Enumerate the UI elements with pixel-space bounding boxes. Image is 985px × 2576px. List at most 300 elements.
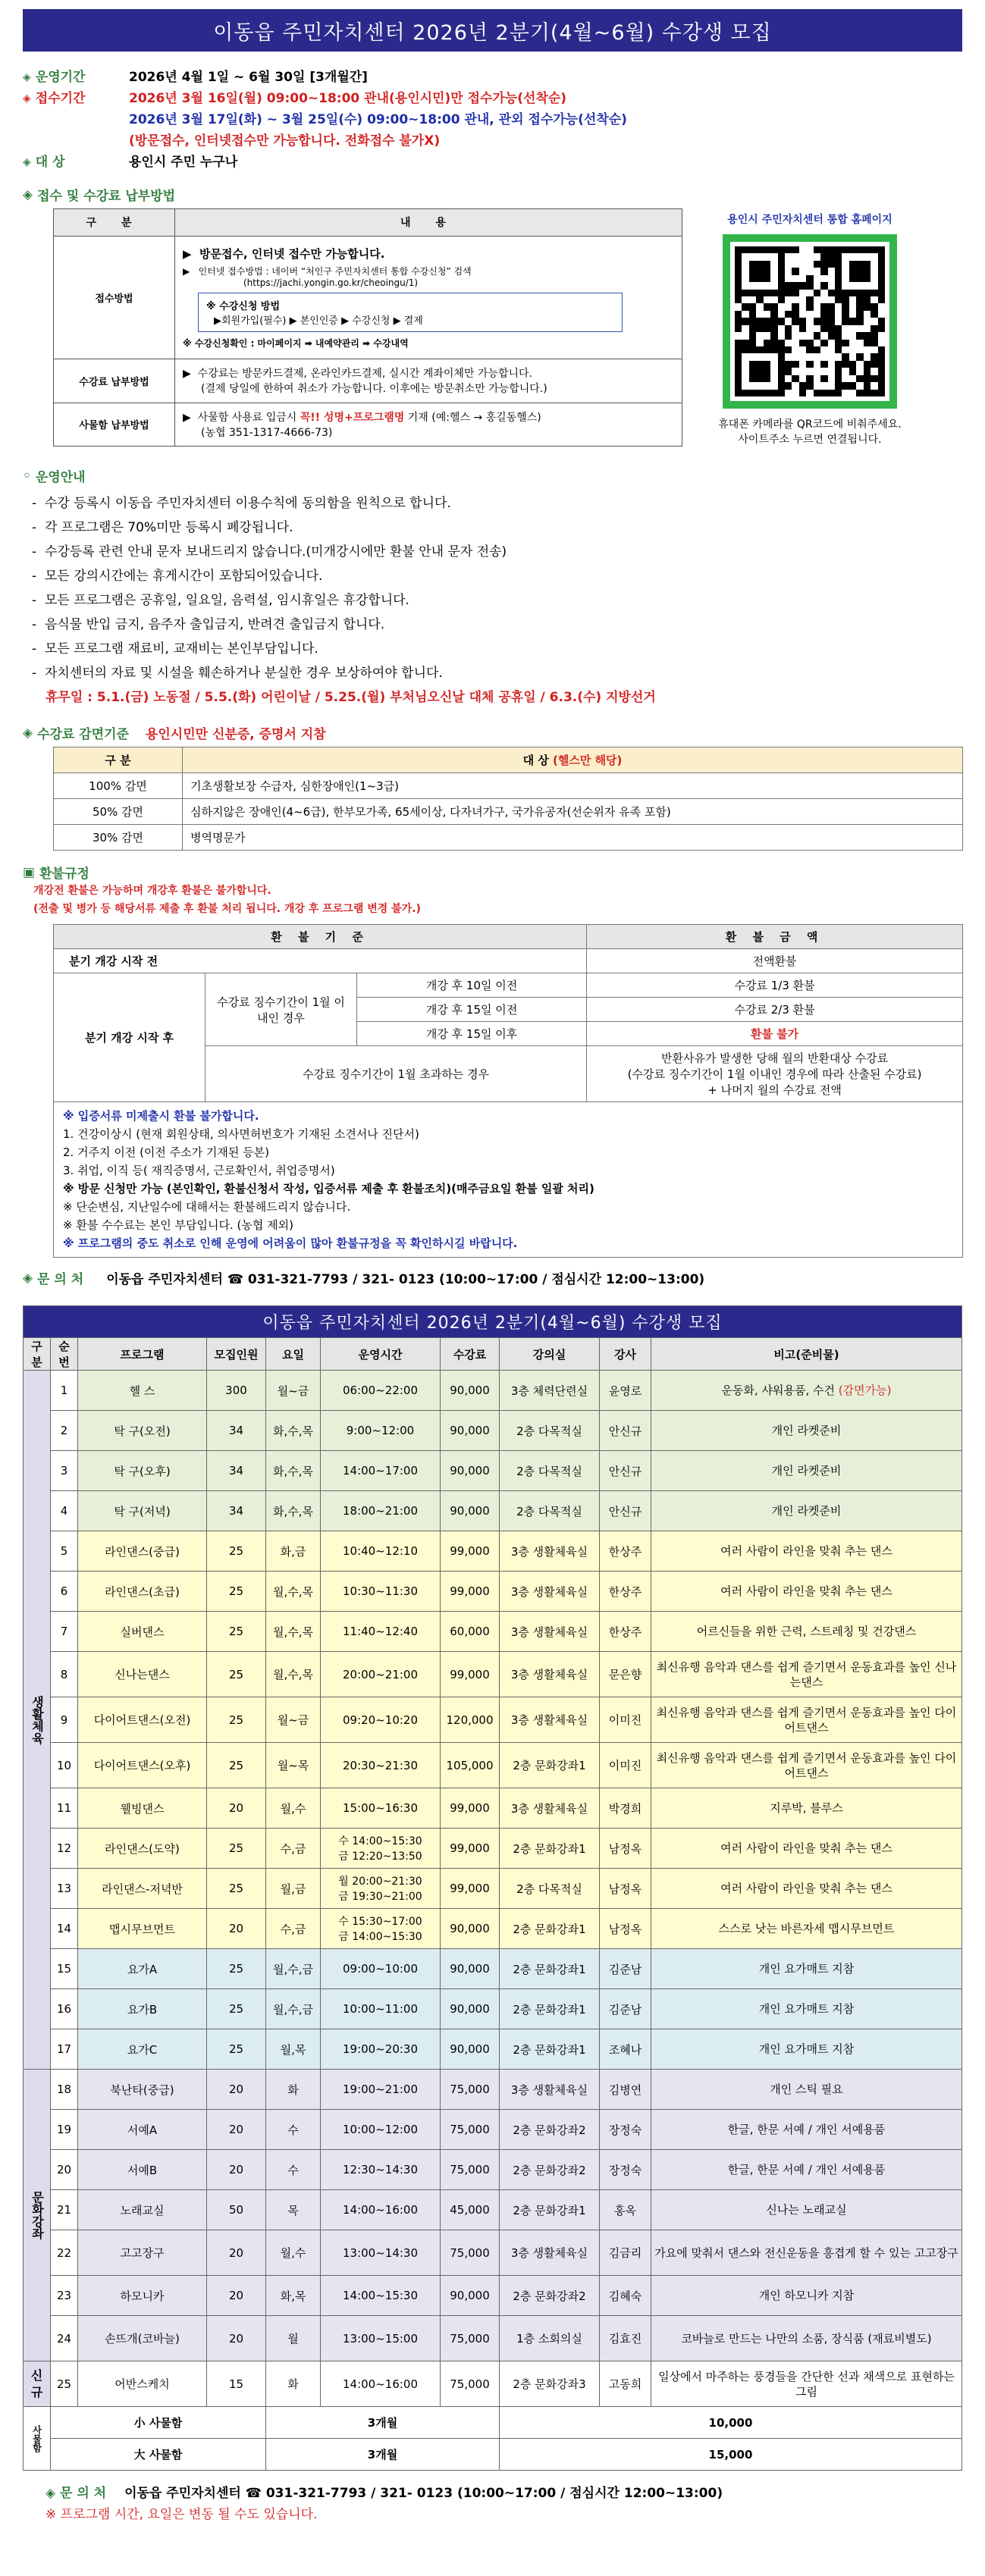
cell-t: 19:00~20:30 <box>321 2029 441 2070</box>
cell-c: 15 <box>207 2361 266 2407</box>
cell-t: 13:00~14:30 <box>321 2230 441 2276</box>
cell-d: 수 <box>266 2110 321 2150</box>
cell-t: 9:00~12:00 <box>321 1411 441 1451</box>
cell-p: 라인댄스(중급) <box>78 1531 207 1572</box>
cell-r: 2층 문화강좌2 <box>500 2110 600 2150</box>
cell-c: 25 <box>207 1612 266 1652</box>
cell-i: 한상주 <box>600 1612 651 1652</box>
table-row <box>24 2316 962 2361</box>
column-header: 강의실 <box>500 1338 600 1371</box>
cell-t: 20:00~21:00 <box>321 1652 441 1697</box>
cell-r: 2층 다목적실 <box>500 1451 600 1491</box>
table-row <box>24 1612 962 1652</box>
cell-d: 화 <box>266 2070 321 2110</box>
cell-c: 25 <box>207 1697 266 1743</box>
cell-d: 월,수,금 <box>266 1949 321 1989</box>
cell-n: 11 <box>51 1788 78 1829</box>
cell-p: 요가B <box>78 1989 207 2029</box>
footer: ◈ 문 의 처 이동읍 주민자치센터 ☎ 031-321-7793 / 321- 0123 (10:00~17:00 / 점심시간 12:00~13:00) ※ 프로그램 시간, 요일은 변동 될 수도 있습니다. <box>45 2486 723 2522</box>
reg-line1: 2026년 3월 16일(월) 09:00~18:00 관내(용인시민)만 접수가능(선착순) <box>129 91 567 106</box>
cell-t: 14:00~16:00 <box>321 2190 441 2230</box>
cell-r: 2층 문화강좌2 <box>500 2276 600 2316</box>
cell-c: 25 <box>207 1572 266 1612</box>
cell-m: 한글, 한문 서예 / 개인 서예용품 <box>651 2110 962 2150</box>
cell-n: 12 <box>51 1829 78 1869</box>
group-label: 문화강좌 <box>24 2070 51 2361</box>
table-row <box>24 1572 962 1612</box>
table-row <box>24 1491 962 1531</box>
cell-c: 25 <box>207 2029 266 2070</box>
cell-d: 월~금 <box>266 1697 321 1743</box>
cell-p: 신나는댄스 <box>78 1652 207 1697</box>
cell-r: 1층 소회의실 <box>500 2316 600 2361</box>
table-row <box>24 2070 962 2110</box>
cell-i: 홍옥 <box>600 2190 651 2230</box>
group-label: 사물함 <box>24 2407 51 2471</box>
cell-t: 수 15:30~17:00 금 14:00~15:30 <box>321 1909 441 1949</box>
cell-c: 20 <box>207 2110 266 2150</box>
cell-i: 고동희 <box>600 2361 651 2407</box>
cell-c: 20 <box>207 2230 266 2276</box>
cell-f: 75,000 <box>441 2070 500 2110</box>
cell-p: 서예B <box>78 2150 207 2190</box>
table-row <box>24 1909 962 1949</box>
cell-d: 화 <box>266 2361 321 2407</box>
cell-m: 개인 라켓준비 <box>651 1491 962 1531</box>
column-header: 비고(준비물) <box>651 1338 962 1371</box>
cell-i: 안신규 <box>600 1411 651 1451</box>
locker-size: 大 사물함 <box>51 2439 266 2471</box>
cell-r: 2층 문화강좌1 <box>500 1989 600 2029</box>
cell-n: 9 <box>51 1697 78 1743</box>
cell-m: 어르신들을 위한 근력, 스트레칭 및 건강댄스 <box>651 1612 962 1652</box>
cell-n: 19 <box>51 2110 78 2150</box>
diamond-icon: ◈ <box>23 186 33 202</box>
cell-f: 75,000 <box>441 2150 500 2190</box>
cell-p: 맵시무브먼트 <box>78 1909 207 1949</box>
cell-m: 최신유행 음악과 댄스를 쉽게 즐기면서 운동효과를 높인 신나는댄스 <box>651 1652 962 1697</box>
locker-row <box>24 2439 962 2471</box>
cell-m: 스스로 낫는 바른자세 맵시무브먼트 <box>651 1909 962 1949</box>
cell-m: 운동화, 샤워용품, 수건 (감면가능) <box>651 1371 962 1411</box>
contact-line: ◈ 문 의 처 이동읍 주민자치센터 ☎ 031-321-7793 / 321- 0123 (10:00~17:00 / 점심시간 12:00~13:00) <box>23 1270 705 1287</box>
cell-r: 2층 문화강좌1 <box>500 1743 600 1788</box>
cell-d: 화,수,목 <box>266 1451 321 1491</box>
reg-line3: (방문접수, 인터넷접수만 가능합니다. 전화접수 불가X) <box>129 133 441 149</box>
cell-d: 월,수,목 <box>266 1572 321 1612</box>
section-refund: ▣ 환불규정 <box>23 864 89 882</box>
cell-m: 여러 사람이 라인을 맞춰 추는 댄스 <box>651 1531 962 1572</box>
cell-r: 3층 생활체육실 <box>500 2070 600 2110</box>
cell-r: 2층 문화강좌3 <box>500 2361 600 2407</box>
cell-r: 3층 생활체육실 <box>500 1652 600 1697</box>
cell-i: 이미진 <box>600 1697 651 1743</box>
cell-i: 장정숙 <box>600 2110 651 2150</box>
table-row <box>24 2150 962 2190</box>
column-header: 운영시간 <box>321 1338 441 1371</box>
cell-m: 가요에 맞춰서 댄스와 전신운동을 흥겹게 할 수 있는 고고장구 <box>651 2230 962 2276</box>
section-method: ◈ 접수 및 수강료 납부방법 <box>23 186 176 204</box>
list-item: - 수강 등록시 이동읍 주민자치센터 이용수칙에 동의함을 원칙으로 합니다. <box>32 496 451 511</box>
cell-n: 18 <box>51 2070 78 2110</box>
cell-f: 90,000 <box>441 1491 500 1531</box>
cell-n: 4 <box>51 1491 78 1531</box>
cell-r: 3층 생활체육실 <box>500 1531 600 1572</box>
method-table: 구 분 내 용 접수방법 ▶ 방문접수, 인터넷 접수만 가능합니다. ▶ 인터넷 접수방법 : 네이버 “처인구 주민자치센터 통합 수강신청” 검색 (https://jachi.yongin.go.kr/cheoingu/1) ※ 수강신청 방법 ▶회원가입(필수) ▶ 본인인증 ▶ 수강신청 ▶ 결제 ※ 수강신청확인 : 마이페이지 ➡ 내예약관리 ➡ 수강내역 수강료 납부방법 ▶ 수강료는 방문카드결제, 온라인카드결제, 실시간 계좌이체만 가능합니다. (결제 당일에 한하여 취소가 가능합니다. 이후에는 방문취소만 가능합니다.) 사물함 납부방법 ▶ 사물함 사용료 입금시 꼭!! 성명+프로그램명 기재 (예:헬스 → 홍길동헬스) (농협 351-1317-4666-73) <box>53 208 682 447</box>
cell-d: 월,수 <box>266 1788 321 1829</box>
cell-m: 개인 스틱 필요 <box>651 2070 962 2110</box>
column-header: 수강료 <box>441 1338 500 1371</box>
cell-m: 지루박, 블루스 <box>651 1788 962 1829</box>
cell-i: 박경희 <box>600 1788 651 1829</box>
cell-f: 90,000 <box>441 1909 500 1949</box>
cell-c: 34 <box>207 1411 266 1451</box>
cell-t: 18:00~21:00 <box>321 1491 441 1531</box>
cell-t: 12:30~14:30 <box>321 2150 441 2190</box>
cell-c: 20 <box>207 1788 266 1829</box>
column-header: 순번 <box>51 1338 78 1371</box>
cell-i: 장정숙 <box>600 2150 651 2190</box>
cell-m: 여러 사람이 라인을 맞춰 추는 댄스 <box>651 1572 962 1612</box>
cell-t: 10:00~12:00 <box>321 2110 441 2150</box>
cell-p: 실버댄스 <box>78 1612 207 1652</box>
cell-n: 23 <box>51 2276 78 2316</box>
cell-n: 2 <box>51 1411 78 1451</box>
table-row <box>24 1451 962 1491</box>
cell-f: 105,000 <box>441 1743 500 1788</box>
holiday-line: 휴무일 : 5.1.(금) 노동절 / 5.5.(화) 어린이날 / 5.25.(월) 부처님오신날 대체 공휴일 / 6.3.(수) 지방선거 <box>45 690 656 705</box>
table-row <box>24 2230 962 2276</box>
cell-p: 노래교실 <box>78 2190 207 2230</box>
cell-p: 손뜨개(코바늘) <box>78 2316 207 2361</box>
cell-d: 월,금 <box>266 1869 321 1909</box>
cell-r: 3층 생활체육실 <box>500 1788 600 1829</box>
cell-n: 25 <box>51 2361 78 2407</box>
cell-d: 화,수,목 <box>266 1491 321 1531</box>
table-row <box>24 1788 962 1829</box>
cell-m: 개인 요가매트 지참 <box>651 1989 962 2029</box>
list-item: - 음식물 반입 금지, 음주자 출입금지, 반려견 출입금지 합니다. <box>32 617 385 632</box>
diamond-icon: ◈ <box>23 1270 33 1286</box>
apply-steps-box: ※ 수강신청 방법 ▶회원가입(필수) ▶ 본인인증 ▶ 수강신청 ▶ 결제 <box>198 293 623 332</box>
list-item: - 모든 강의시간에는 휴게시간이 포함되어있습니다. <box>32 569 323 584</box>
column-header: 요일 <box>266 1338 321 1371</box>
cell-t: 14:00~15:30 <box>321 2276 441 2316</box>
cell-r: 3층 생활체육실 <box>500 1612 600 1652</box>
cell-f: 90,000 <box>441 1411 500 1451</box>
cell-c: 25 <box>207 1989 266 2029</box>
cell-f: 99,000 <box>441 1829 500 1869</box>
cell-d: 수,금 <box>266 1909 321 1949</box>
cell-f: 99,000 <box>441 1652 500 1697</box>
diamond-icon: ◈ <box>23 725 33 741</box>
cell-i: 김혜숙 <box>600 2276 651 2316</box>
cell-c: 20 <box>207 2276 266 2316</box>
locker-size: 小 사물함 <box>51 2407 266 2439</box>
cell-i: 한상주 <box>600 1572 651 1612</box>
cell-c: 34 <box>207 1491 266 1531</box>
cell-p: 웰빙댄스 <box>78 1788 207 1829</box>
cell-c: 25 <box>207 1531 266 1572</box>
table-row <box>24 2190 962 2230</box>
cell-r: 2층 문화강좌1 <box>500 2029 600 2070</box>
list-item: - 각 프로그램은 70%미만 등록시 폐강됩니다. <box>32 520 293 535</box>
period-label: 운영기간 <box>35 70 86 85</box>
cell-m: 개인 요가매트 지참 <box>651 2029 962 2070</box>
cell-d: 월,수,목 <box>266 1612 321 1652</box>
cell-r: 2층 문화강좌1 <box>500 1949 600 1989</box>
cell-t: 11:40~12:40 <box>321 1612 441 1652</box>
cell-r: 2층 문화강좌1 <box>500 1909 600 1949</box>
cell-n: 13 <box>51 1869 78 1909</box>
table-row <box>24 2110 962 2150</box>
cell-c: 20 <box>207 1909 266 1949</box>
reg-label: 접수기간 <box>35 91 86 106</box>
cell-r: 2층 다목적실 <box>500 1869 600 1909</box>
cell-m: 최신유행 음악과 댄스를 쉽게 즐기면서 운동효과를 높인 다이어트댄스 <box>651 1743 962 1788</box>
diamond-icon: ◈ <box>23 156 31 168</box>
cell-f: 45,000 <box>441 2190 500 2230</box>
table-row <box>24 1531 962 1572</box>
refund-notes: ※ 입증서류 미제출시 환불 불가합니다. 1. 건강이상시 (현재 회원상태, 의사면허번호가 기재된 소견서나 진단서) 2. 거주지 이전 (이전 주소가 기재된 등본) 3. 취업, 이직 등( 재직증명서, 근로확인서, 취업증명서) ※ 방문 신청만 가능 (본인확인, 환불신청서 작성, 입증서류 제출 후 환불조치)(매주금요일 환불 일괄 처리) ※ 단순변심, 지난일수에 대해서는 환불해드리지 않습니다. ※ 환불 수수료는 본인 부담입니다. (농협 제외) ※ 프로그램의 중도 취소로 인해 운영에 어려움이 많아 환불규정을 꼭 확인하시길 바랍니다. <box>53 1102 963 1258</box>
list-item: - 모든 프로그램 재료비, 교재비는 본인부담입니다. <box>32 641 318 657</box>
cell-r: 2층 문화강좌1 <box>500 1829 600 1869</box>
list-item: - 자치센터의 자료 및 시설을 훼손하거나 분실한 경우 보상하여야 합니다. <box>32 666 443 681</box>
cell-d: 화,목 <box>266 2276 321 2316</box>
discount-table: 구 분 대 상 (헬스만 해당) 100% 감면 기초생활보장 수급자, 심한장애인(1~3급) 50% 감면 심하지않은 장애인(4~6급), 한부모가족, 65세이상, 다자녀가구, 국가유공자(선순위자 유족 포함) 30% 감면 병역명문가 <box>53 747 963 851</box>
cell-n: 15 <box>51 1949 78 1989</box>
cell-c: 20 <box>207 2150 266 2190</box>
cell-n: 3 <box>51 1451 78 1491</box>
cell-i: 남정옥 <box>600 1909 651 1949</box>
cell-d: 월~목 <box>266 1743 321 1788</box>
cell-f: 120,000 <box>441 1697 500 1743</box>
cell-n: 1 <box>51 1371 78 1411</box>
cell-r: 2층 다목적실 <box>500 1491 600 1531</box>
table-row <box>24 2276 962 2316</box>
list-item: - 모든 프로그램은 공휴일, 일요일, 음력설, 임시휴일은 휴강합니다. <box>32 593 409 608</box>
cell-c: 25 <box>207 1949 266 1989</box>
cell-c: 300 <box>207 1371 266 1411</box>
cell-i: 이미진 <box>600 1743 651 1788</box>
table-row <box>24 1869 962 1909</box>
cell-d: 화,금 <box>266 1531 321 1572</box>
refund-table: 환 불 기 준 환 불 금 액 분기 개강 시작 전 전액환불 분기 개강 시작 후 수강료 징수기간이 1월 이내인 경우 개강 후 10일 이전 수강료 1/3 환불 개강 후 15일 이전 수강료 2/3 환불 개강 후 15일 이후 환불 불가 수강료 징수기간이 1월 초과하는 경우 반환사유가 발생한 당해 월의 반환대상 수강료 (수강료 징수기간이 1월 이내인 경우에 따라 산출된 수강료) + 나머지 월의 수강료 전액 <box>53 924 963 1102</box>
cell-i: 남정옥 <box>600 1869 651 1909</box>
table-row <box>24 1829 962 1869</box>
cell-m: 한글, 한문 서예 / 개인 서예용품 <box>651 2150 962 2190</box>
locker-fee: 15,000 <box>500 2439 962 2471</box>
cell-t: 월 20:00~21:30 금 19:30~21:00 <box>321 1869 441 1909</box>
cell-i: 안신규 <box>600 1451 651 1491</box>
cell-r: 3층 체력단련실 <box>500 1371 600 1411</box>
column-header: 프로그램 <box>78 1338 207 1371</box>
cell-f: 90,000 <box>441 1949 500 1989</box>
cell-f: 90,000 <box>441 1371 500 1411</box>
cell-f: 99,000 <box>441 1869 500 1909</box>
diamond-icon: ◈ <box>45 2486 60 2501</box>
cell-f: 75,000 <box>441 2316 500 2361</box>
reg-line2: 2026년 3월 17일(화) ~ 3월 25일(수) 09:00~18:00 관내, 관외 접수가능(선착순) <box>129 112 627 127</box>
cell-f: 90,000 <box>441 2276 500 2316</box>
cell-r: 3층 생활체육실 <box>500 2230 600 2276</box>
bullet-icon: ◦ <box>23 468 31 484</box>
cell-p: 라인댄스(초급) <box>78 1572 207 1612</box>
locker-period: 3개월 <box>266 2439 500 2471</box>
cell-n: 22 <box>51 2230 78 2276</box>
cell-t: 20:30~21:30 <box>321 1743 441 1788</box>
cell-d: 월 <box>266 2316 321 2361</box>
guide-list <box>23 491 962 710</box>
cell-f: 90,000 <box>441 1989 500 2029</box>
table-row: 100% 감면 기초생활보장 수급자, 심한장애인(1~3급) <box>54 773 963 799</box>
column-header: 모집인원 <box>207 1338 266 1371</box>
qr-line1: 휴대폰 카메라를 QR코드에 비춰주세요. <box>718 418 902 431</box>
cell-p: 라인댄스-저녁반 <box>78 1869 207 1909</box>
cell-m: 여러 사람이 라인을 맞춰 추는 댄스 <box>651 1869 962 1909</box>
cell-t: 15:00~16:30 <box>321 1788 441 1829</box>
cell-i: 김금리 <box>600 2230 651 2276</box>
cell-m: 코바늘로 만드는 나만의 소품, 장식품 (재료비별도) <box>651 2316 962 2361</box>
cell-n: 6 <box>51 1572 78 1612</box>
cell-p: 북난타(중급) <box>78 2070 207 2110</box>
table-row <box>24 2361 962 2407</box>
cell-i: 한상주 <box>600 1531 651 1572</box>
cell-f: 75,000 <box>441 2110 500 2150</box>
cell-m: 신나는 노래교실 <box>651 2190 962 2230</box>
group-label: 신규 <box>24 2361 51 2407</box>
cell-n: 16 <box>51 1989 78 2029</box>
qr-line2: 사이트주소 누르면 연결됩니다. <box>738 434 882 446</box>
qr-panel <box>696 208 924 447</box>
cell-f: 90,000 <box>441 1451 500 1491</box>
cell-d: 수,금 <box>266 1829 321 1869</box>
cell-i: 윤영로 <box>600 1371 651 1411</box>
cell-p: 탁 구(오후) <box>78 1451 207 1491</box>
cell-t: 09:20~10:20 <box>321 1697 441 1743</box>
target-label: 대 상 <box>35 155 65 170</box>
cell-f: 99,000 <box>441 1531 500 1572</box>
page: 이동읍 주민자치센터 2026년 2분기(4월~6월) 수강생 모집 ◈ 운영기간 2026년 4월 1일 ~ 6월 30일 [3개월간] ◈ 접수기간 2026년 3월 16일(월) 09:00~18:00 관내(용인시민)만 접수가능(선착순) 2026년 3월 17일(화) ~ 3월 25일(수) 09:00~18:00 관내, 관외 접수가능(선착순) (방문접수, 인터넷접수만 가능합니다. 전화접수 불가X) ◈ 대 상 용인시 주민 누구나 ◈ 접수 및 수강료 납부방법 구 분 내 용 접수방법 ▶ 방문접수, 인터넷 접수만 가능합니다. ▶ 인터넷 접수방법 : 네이버 “처인구 주민자치센터 통합 수강신청” 검색 (https://jachi.yongin.go.kr/cheoingu/1) ※ 수강신청 방법 ▶회원가입(필수) ▶ 본인인증 ▶ 수강신청 ▶ 결제 ※ 수강신청확인 : 마이페이지 ➡ 내예약관리 ➡ 수강내역 수강료 납부방법 ▶ 수강료는 방문카드결제, 온라인카드결제, 실시간 계좌이체만 가능합니다. (결제 당일에 한하여 취소가 가능합니다. 이후에는 방문취소만 가능합니다.) 사물함 납부방법 ▶ 사물함 사용료 입금시 꼭!! 성명+프로그램명 기재 (예:헬스 → 홍길동헬스) (농협 351-1317-4666-73) 용인시 주민자치센터 통합 홈페이지 휴대폰 카메라를 QR코드에 비춰주세요. 사이트주소 누르면 연결됩니다. ◦ 운영안내 - 수강 등록시 이동읍 주민자치센터 이용수칙에 동의함을 원칙으로 합니다. - 각 프로그램은 70%미만 등록시 폐강됩니다. - 수강등록 관련 안내 문자 보내드리지 않습니다.(미개강시에만 환불 안내 문자 전송) - 모든 강의시간에는 휴게시간이 포함되어있습니다. - 모든 프로그램은 공휴일, 일요일, 음력설, 임시휴일은 휴강합니다. - 음식물 반입 금지, 음주자 출입금지, 반려견 출입금지 합니다. - 모든 프로그램 재료비, 교재비는 본인부담입니다. - 자치센터의 자료 및 시설을 훼손하거나 분실한 경우 보상하여야 합니다. 휴무일 : 5.1.(금) 노동절 / 5.5.(화) 어린이날 / 5.25.(월) 부처님오신날 대체 공휴일 / 6.3.(수) 지방선거 ◈ 수강료 감면기준 용인시민만 신분증, 증명서 지참 구 분 대 상 (헬스만 해당) 100% 감면 기초생활보장 수급자, 심한장애인(1~3급) 50% 감면 심하지않은 장애인(4~6급), 한부모가족, 65세이상, 다자녀가구, 국가유공자(선순위자 유족 포함) 30% 감면 병역명문가 ▣ 환불규정 개강전 환불은 가능하며 개강후 환불은 불가합니다. (전출 및 병가 등 해당서류 제출 후 환불 처리 됩니다. 개강 후 프로그램 변경 불가.) 환 불 기 준 환 불 금 액 분기 개강 시작 전 전액환불 분기 개강 시작 후 수강료 징수기간이 1월 이내인 경우 개강 후 10일 이전 수강료 1/3 환불 개강 후 15일 이전 수강료 2/3 환불 개강 후 15일 이후 환불 불가 수강료 징수기간이 1월 초과하는 경우 반환사유가 발생한 당해 월의 반환대상 수강료 (수강료 징수기간이 1월 이내인 경우에 따라 산출된 수강료) + 나머지 월의 수강료 전액 ※ 입증서류 미제출시 환불 불가합니다. 1. 건강이상시 (현재 회원상태, 의사면허번호가 기재된 소견서나 진단서) 2. 거주지 이전 (이전 주소가 기재된 등본) 3. 취업, 이직 등( 재직증명서, 근로확인서, 취업증명서) ※ 방문 신청만 가능 (본인확인, 환불신청서 작성, 입증서류 제출 후 환불조치)(매주금요일 환불 일괄 처리) ※ 단순변심, 지난일수에 대해서는 환불해드리지 않습니다. ※ 환불 수수료는 본인 부담입니다. (농협 제외) ※ 프로그램의 중도 취소로 인해 운영에 어려움이 많아 환불규정을 꼭 확인하시길 바랍니다. ◈ 문 의 처 이동읍 주민자치센터 ☎ 031-321-7793 / 321- 0123 (10:00~17:00 / 점심시간 12:00~13:00) 이동읍 주민자치센터 2026년 2분기(4월~6월) 수강생 모집 구분 순번 프로그램 모집인원 요일 운영시간 수강료 강의실 강사 비고(준비물) 생활체육 1 헬 스 300 월~금 06:00~22:00 90,000 3층 체력단련실 윤영로 운동화, 샤워용품, 수건 (감면가능) 2 탁 구(오전) 34 화,수,목 9:00~12:00 90,000 2층 다목적실 안신규 개인 라켓준비 3 탁 구(오후) 34 화,수,목 14:00~17:00 90,000 2층 다목적실 안신규 개인 라켓준비 4 탁 구(저녁) 34 화,수,목 18:00~21:00 90,000 2층 다목적실 안신규 개인 라켓준비 5 라인댄스(중급) 25 화,금 10:40~12:10 99,000 3층 생활체육실 한상주 여러 사람이 라인을 맞춰 추는 댄스 6 라인댄스(초급) 25 월,수,목 10:30~11:30 99,000 3층 생활체육실 한상주 여러 사람이 라인을 맞춰 추는 댄스 7 실버댄스 25 월,수,목 11:40~12:40 60,000 3층 생활체육실 한상주 어르신들을 위한 근력, 스트레칭 및 건강댄스 8 신나는댄스 25 월,수,목 20:00~21:00 99,000 3층 생활체육실 문은향 최신유행 음악과 댄스를 쉽게 즐기면서 운동효과를 높인 신나는댄스 9 다이어트댄스(오전) 25 월~금 09:20~10:20 120,000 3층 생활체육실 이미진 최신유행 음악과 댄스를 쉽게 즐기면서 운동효과를 높인 다이어트댄스 10 다이어트댄스(오후) 25 월~목 20:30~21:30 105,000 2층 문화강좌1 이미진 최신유행 음악과 댄스를 쉽게 즐기면서 운동효과를 높인 다이어트댄스 11 웰빙댄스 20 월,수 15:00~16:30 99,000 3층 생활체육실 박경희 지루박, 블루스 12 라인댄스(도약) 25 수,금 수 14:00~15:30 금 12:20~13:50 99,000 2층 문화강좌1 남정옥 여러 사람이 라인을 맞춰 추는 댄스 13 라인댄스-저녁반 25 월,금 월 20:00~21:30 금 19:30~21:00 99,000 2층 다목적실 남정옥 여러 사람이 라인을 맞춰 추는 댄스 14 맵시무브먼트 20 수,금 수 15:30~17:00 금 14:00~15:30 90,000 2층 문화강좌1 남정옥 스스로 낫는 바른자세 맵시무브먼트 15 요가A 25 월,수,금 09:00~10:00 90,000 2층 문화강좌1 김준남 개인 요가매트 지참 16 요가B 25 월,수,금 10:00~11:00 90,000 2층 문화강좌1 김준남 개인 요가매트 지참 17 요가C 25 월,목 19:00~20:30 90,000 2층 문화강좌1 조혜나 개인 요가매트 지참 문화강좌 18 북난타(중급) 20 화 19:00~21:00 75,000 3층 생활체육실 김병연 개인 스틱 필요 19 서예A 20 수 10:00~12:00 75,000 2층 문화강좌2 장정숙 한글, 한문 서예 / 개인 서예용품 20 서예B 20 수 12:30~14:30 75,000 2층 문화강좌2 장정숙 한글, 한문 서예 / 개인 서예용품 21 노래교실 50 목 14:00~16:00 45,000 2층 문화강좌1 홍옥 신나는 노래교실 22 고고장구 20 월,수 13:00~14:30 75,000 3층 생활체육실 김금리 가요에 맞춰서 댄스와 전신운동을 흥겹게 할 수 있는 고고장구 23 하모니카 20 화,목 14:00~15:30 90,000 2층 문화강좌2 김혜숙 개인 하모니카 지참 24 손뜨개(코바늘) 20 월 13:00~15:00 75,000 1층 소회의실 김효진 코바늘로 만드는 나만의 소품, 장식품 (재료비별도) 신규 25 어반스케치 15 화 14:00~16:00 75,000 2층 문화강좌3 고동희 일상에서 마주하는 풍경들을 간단한 선과 채색으로 표현하는 그림 사물함 小 사물함 3개월 10,000 大 사물함 3개월 15,000 ◈ 문 의 처 이동읍 주민자치센터 ☎ 031-321-7793 / 321- 0123 (10:00~17:00 / 점심시간 12:00~13:00) ※ 프로그램 시간, 요일은 변동 될 수도 있습니다. <box>0 0 985 2576</box>
cell-p: 라인댄스(도약) <box>78 1829 207 1869</box>
cell-i: 김준남 <box>600 1949 651 1989</box>
cell-c: 50 <box>207 2190 266 2230</box>
cell-d: 목 <box>266 2190 321 2230</box>
cell-p: 탁 구(오전) <box>78 1411 207 1451</box>
cell-d: 월,수,목 <box>266 1652 321 1697</box>
cell-p: 요가C <box>78 2029 207 2070</box>
list-item: - 수강등록 관련 안내 문자 보내드리지 않습니다.(미개강시에만 환불 안내 문자 전송) <box>32 544 507 559</box>
locker-fee: 10,000 <box>500 2407 962 2439</box>
cell-n: 5 <box>51 1531 78 1572</box>
locker-row <box>24 2407 962 2439</box>
cell-n: 20 <box>51 2150 78 2190</box>
cell-f: 99,000 <box>441 1788 500 1829</box>
table-row <box>24 1371 962 1411</box>
cell-t: 10:00~11:00 <box>321 1989 441 2029</box>
cell-m: 개인 라켓준비 <box>651 1411 962 1451</box>
cell-p: 다이어트댄스(오후) <box>78 1743 207 1788</box>
table-row <box>24 1411 962 1451</box>
cell-f: 75,000 <box>441 2361 500 2407</box>
qr-title: 용인시 주민자치센터 통합 홈페이지 <box>727 214 892 226</box>
cell-i: 안신규 <box>600 1491 651 1531</box>
page-title: 이동읍 주민자치센터 2026년 2분기(4월~6월) 수강생 모집 <box>23 9 962 52</box>
cell-n: 8 <box>51 1652 78 1697</box>
cell-m: 개인 라켓준비 <box>651 1451 962 1491</box>
locker-period: 3개월 <box>266 2407 500 2439</box>
cell-i: 김병연 <box>600 2070 651 2110</box>
cell-m: 여러 사람이 라인을 맞춰 추는 댄스 <box>651 1829 962 1869</box>
cell-c: 25 <box>207 1743 266 1788</box>
target-value: 용인시 주민 누구나 <box>129 155 238 170</box>
table-row <box>24 1989 962 2029</box>
cell-t: 14:00~16:00 <box>321 2361 441 2407</box>
section-guide: ◦ 운영안내 <box>23 468 86 485</box>
cell-t: 10:40~12:10 <box>321 1531 441 1572</box>
cell-n: 21 <box>51 2190 78 2230</box>
cell-m: 개인 요가매트 지참 <box>651 1949 962 1989</box>
column-header: 강사 <box>600 1338 651 1371</box>
cell-r: 2층 문화강좌1 <box>500 2190 600 2230</box>
group-label: 생활체육 <box>24 1371 51 2070</box>
table-row <box>24 1697 962 1743</box>
cell-i: 문은향 <box>600 1652 651 1697</box>
cell-d: 수 <box>266 2150 321 2190</box>
cell-f: 60,000 <box>441 1612 500 1652</box>
diamond-icon: ◈ <box>23 71 31 83</box>
table-row <box>24 1743 962 1788</box>
cell-t: 10:30~11:30 <box>321 1572 441 1612</box>
cell-n: 10 <box>51 1743 78 1788</box>
qr-code-icon[interactable] <box>723 234 897 409</box>
cell-m: 최신유행 음악과 댄스를 쉽게 즐기면서 운동효과를 높인 다이어트댄스 <box>651 1697 962 1743</box>
cell-d: 월~금 <box>266 1371 321 1411</box>
cell-p: 하모니카 <box>78 2276 207 2316</box>
cell-d: 월,목 <box>266 2029 321 2070</box>
cell-t: 14:00~17:00 <box>321 1451 441 1491</box>
cell-p: 요가A <box>78 1949 207 1989</box>
cell-r: 3층 생활체육실 <box>500 1572 600 1612</box>
info-block <box>23 67 962 173</box>
cell-d: 월,수 <box>266 2230 321 2276</box>
cell-i: 조혜나 <box>600 2029 651 2070</box>
cell-p: 헬 스 <box>78 1371 207 1411</box>
method-area <box>23 208 962 447</box>
cell-m: 일상에서 마주하는 풍경들을 간단한 선과 채색으로 표현하는 그림 <box>651 2361 962 2407</box>
table-header-row <box>24 1338 962 1371</box>
cell-t: 06:00~22:00 <box>321 1371 441 1411</box>
cell-t: 19:00~21:00 <box>321 2070 441 2110</box>
cell-c: 34 <box>207 1451 266 1491</box>
cell-i: 김효진 <box>600 2316 651 2361</box>
cell-c: 25 <box>207 1652 266 1697</box>
table-row <box>24 1949 962 1989</box>
table-row: 50% 감면 심하지않은 장애인(4~6급), 한부모가족, 65세이상, 다자녀가구, 국가유공자(선순위자 유족 포함) <box>54 799 963 825</box>
cell-c: 20 <box>207 2316 266 2361</box>
cell-r: 2층 문화강좌2 <box>500 2150 600 2190</box>
table-row <box>24 1652 962 1697</box>
cell-f: 75,000 <box>441 2230 500 2276</box>
cell-t: 수 14:00~15:30 금 12:20~13:50 <box>321 1829 441 1869</box>
program-table: 이동읍 주민자치센터 2026년 2분기(4월~6월) 수강생 모집 구분 순번 프로그램 모집인원 요일 운영시간 수강료 강의실 강사 비고(준비물) 생활체육 1 헬 스 300 월~금 06:00~22:00 90,000 3층 체력단련실 윤영로 운동화, 샤워용품, 수건 (감면가능) 2 탁 구(오전) 34 화,수,목 9:00~12:00 90,000 2층 다목적실 안신규 개인 라켓준비 3 탁 구(오후) 34 화,수,목 14:00~17:00 90,000 2층 다목적실 안신규 개인 라켓준비 4 탁 구(저녁) 34 화,수,목 18:00~21:00 90,000 2층 다목적실 안신규 개인 라켓준비 5 라인댄스(중급) 25 화,금 10:40~12:10 99,000 3층 생활체육실 한상주 여러 사람이 라인을 맞춰 추는 댄스 6 라인댄스(초급) 25 월,수,목 10:30~11:30 99,000 3층 생활체육실 한상주 여러 사람이 라인을 맞춰 추는 댄스 7 실버댄스 25 월,수,목 11:40~12:40 60,000 3층 생활체육실 한상주 어르신들을 위한 근력, 스트레칭 및 건강댄스 8 신나는댄스 25 월,수,목 20:00~21:00 99,000 3층 생활체육실 문은향 최신유행 음악과 댄스를 쉽게 즐기면서 운동효과를 높인 신나는댄스 9 다이어트댄스(오전) 25 월~금 09:20~10:20 120,000 3층 생활체육실 이미진 최신유행 음악과 댄스를 쉽게 즐기면서 운동효과를 높인 다이어트댄스 10 다이어트댄스(오후) 25 월~목 20:30~21:30 105,000 2층 문화강좌1 이미진 최신유행 음악과 댄스를 쉽게 즐기면서 운동효과를 높인 다이어트댄스 11 웰빙댄스 20 월,수 15:00~16:30 99,000 3층 생활체육실 박경희 지루박, 블루스 12 라인댄스(도약) 25 수,금 수 14:00~15:30 금 12:20~13:50 99,000 2층 문화강좌1 남정옥 여러 사람이 라인을 맞춰 추는 댄스 13 라인댄스-저녁반 25 월,금 월 20:00~21:30 금 19:30~21:00 99,000 2층 다목적실 남정옥 여러 사람이 라인을 맞춰 추는 댄스 14 맵시무브먼트 20 수,금 수 15:30~17:00 금 14:00~15:30 90,000 2층 문화강좌1 남정옥 스스로 낫는 바른자세 맵시무브먼트 15 요가A 25 월,수,금 09:00~10:00 90,000 2층 문화강좌1 김준남 개인 요가매트 지참 16 요가B 25 월,수,금 10:00~11:00 90,000 2층 문화강좌1 김준남 개인 요가매트 지참 17 요가C 25 월,목 19:00~20:30 90,000 2층 문화강좌1 조혜나 개인 요가매트 지참 문화강좌 18 북난타(중급) 20 화 19:00~21:00 75,000 3층 생활체육실 김병연 개인 스틱 필요 19 서예A 20 수 10:00~12:00 75,000 2층 문화강좌2 장정숙 한글, 한문 서예 / 개인 서예용품 20 서예B 20 수 12:30~14:30 75,000 2층 문화강좌2 장정숙 한글, 한문 서예 / 개인 서예용품 21 노래교실 50 목 14:00~16:00 45,000 2층 문화강좌1 홍옥 신나는 노래교실 22 고고장구 20 월,수 13:00~14:30 75,000 3층 생활체육실 김금리 가요에 맞춰서 댄스와 전신운동을 흥겹게 할 수 있는 고고장구 23 하모니카 20 화,목 14:00~15:30 90,000 2층 문화강좌2 김혜숙 개인 하모니카 지참 24 손뜨개(코바늘) 20 월 13:00~15:00 75,000 1층 소회의실 김효진 코바늘로 만드는 나만의 소품, 장식품 (재료비별도) 신규 25 어반스케치 15 화 14:00~16:00 75,000 2층 문화강좌3 고동희 일상에서 마주하는 풍경들을 간단한 선과 채색으로 표현하는 그림 사물함 小 사물함 3개월 10,000 大 사물함 3개월 15,000 <box>23 1305 962 2471</box>
section-discount: ◈ 수강료 감면기준 용인시민만 신분증, 증명서 지참 <box>23 725 326 742</box>
period-value: 2026년 4월 1일 ~ 6월 30일 [3개월간] <box>129 70 368 85</box>
cell-f: 90,000 <box>441 2029 500 2070</box>
cell-r: 3층 생활체육실 <box>500 1697 600 1743</box>
cell-f: 99,000 <box>441 1572 500 1612</box>
cell-m: 개인 하모니카 지참 <box>651 2276 962 2316</box>
